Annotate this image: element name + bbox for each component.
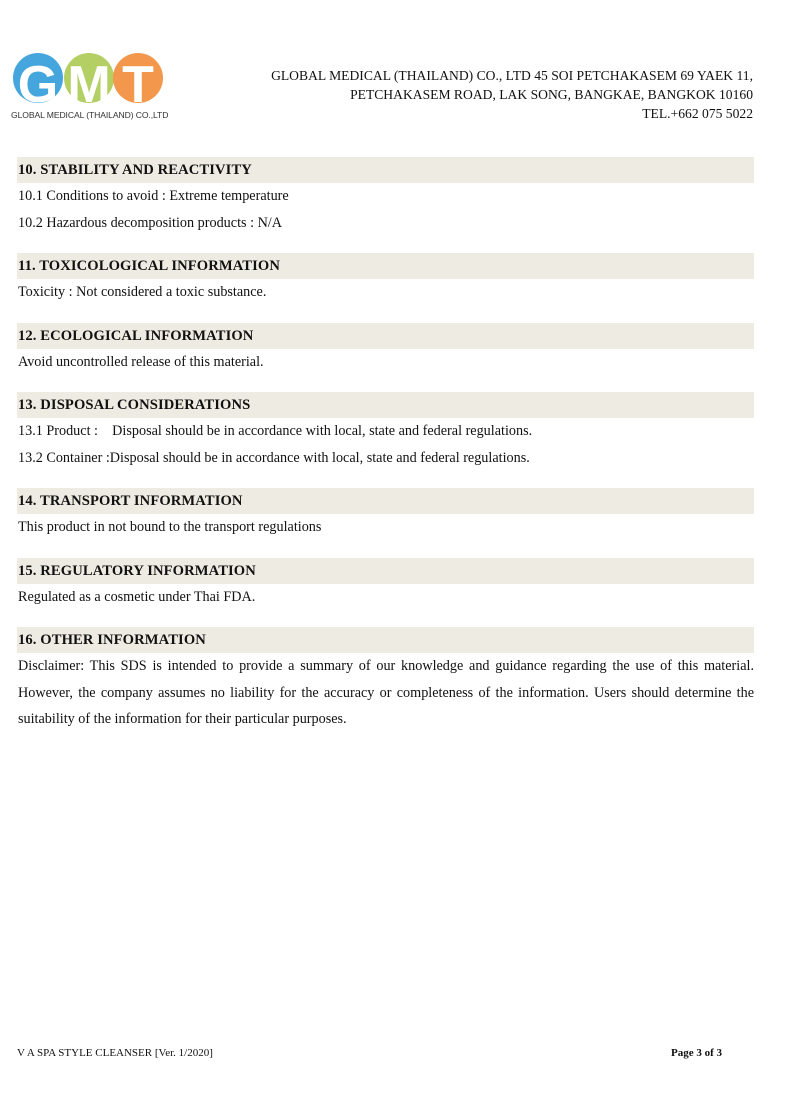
- footer-page-number: Page 3 of 3: [671, 1047, 723, 1059]
- section-line: Avoid uncontrolled release of this material.: [18, 353, 264, 370]
- section-heading: 16. OTHER INFORMATION: [17, 627, 754, 653]
- section-stability: [17, 157, 754, 236]
- logo-letter-m: M: [67, 56, 111, 110]
- company-address: [271, 66, 753, 123]
- logo-letter-t: T: [122, 56, 154, 110]
- disclaimer-paragraph: Disclaimer: This SDS is intended to provide a summary of our knowledge and guidance regarding the use of this material. However, the company assumes no liability for the accuracy or completeness of the information. Users should determine the suitability of the information for their particular purposes.: [18, 658, 754, 727]
- section-heading: 14. TRANSPORT INFORMATION: [17, 488, 754, 514]
- document-body: [17, 157, 754, 750]
- section-line: Regulated as a cosmetic under Thai FDA.: [18, 588, 256, 605]
- section-line: 13.1 Product : Disposal should be in accordance with local, state and federal regulations.: [18, 423, 533, 439]
- address-line-1: GLOBAL MEDICAL (THAILAND) CO., LTD 45 SOI PETCHAKASEM 69 YAEK 11,: [271, 68, 753, 83]
- section-ecological: [17, 323, 754, 376]
- address-phone: TEL.+662 075 5022: [642, 106, 753, 121]
- section-line: 10.1 Conditions to avoid : Extreme temperature: [18, 188, 289, 204]
- section-line: This product in not bound to the transport regulations: [18, 519, 322, 535]
- section-heading: 10. STABILITY AND REACTIVITY: [17, 157, 754, 183]
- section-line: Toxicity : Not considered a toxic substance.: [18, 284, 267, 300]
- company-logo: [10, 50, 180, 124]
- section-heading: 12. ECOLOGICAL INFORMATION: [17, 323, 754, 349]
- logo-caption: GLOBAL MEDICAL (THAILAND) CO.,LTD: [11, 110, 169, 120]
- section-transport: [17, 488, 754, 541]
- footer-document-version: V A SPA STYLE CLEANSER [Ver. 1/2020]: [17, 1047, 213, 1059]
- section-line: 10.2 Hazardous decomposition products : N/A: [18, 214, 282, 231]
- section-line: 13.2 Container :Disposal should be in accordance with local, state and federal regulations.: [18, 449, 530, 466]
- section-heading: 15. REGULATORY INFORMATION: [17, 558, 754, 584]
- address-line-2: PETCHAKASEM ROAD, LAK SONG, BANGKAE, BANGKOK 10160: [350, 87, 753, 102]
- section-toxicological: [17, 253, 754, 306]
- logo-letter-g: G: [17, 56, 59, 110]
- section-regulatory: [17, 558, 754, 611]
- gmt-logo-mark: [10, 50, 170, 110]
- section-heading: 13. DISPOSAL CONSIDERATIONS: [17, 392, 754, 418]
- section-heading: 11. TOXICOLOGICAL INFORMATION: [17, 253, 754, 279]
- section-other: [17, 627, 754, 733]
- section-disposal: [17, 392, 754, 471]
